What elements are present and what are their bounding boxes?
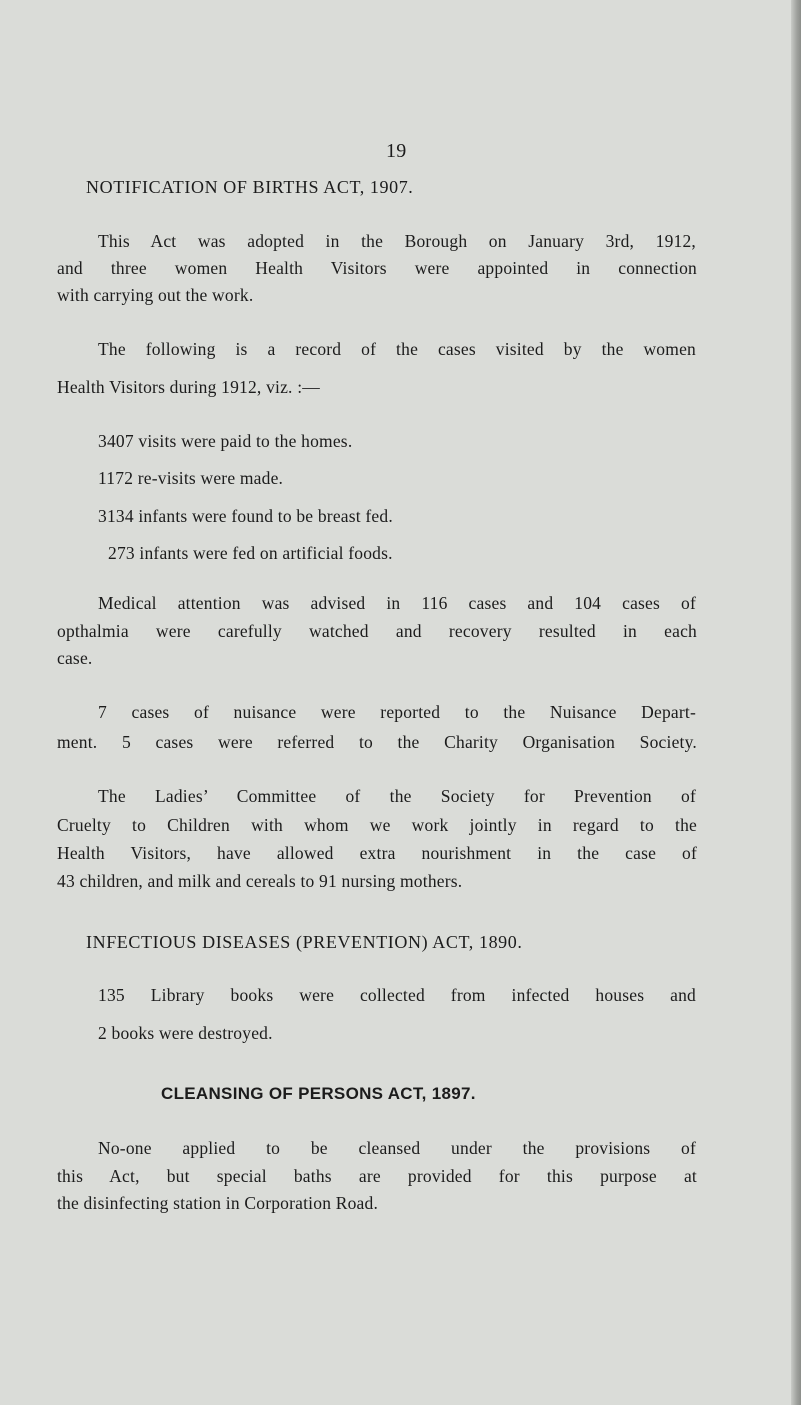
paragraph-line: Cruelty to Children with whom we work jointly in regard to the [57, 815, 697, 835]
paragraph-line: 7 cases of nuisance were reported to the Nuisance Depart- [98, 702, 696, 722]
paragraph-line: Health Visitors, have allowed extra nourishment in the case of [57, 843, 697, 863]
paragraph-line: 43 children, and milk and cereals to 91 nursing mothers. [57, 871, 463, 891]
paragraph-line: ment. 5 cases were referred to the Charity Organisation Society. [57, 732, 697, 752]
paragraph-line: Health Visitors during 1912, viz. :— [57, 377, 320, 397]
page-edge-shadow [791, 0, 801, 1405]
paragraph-line: and three women Health Visitors were appointed in connection [57, 258, 697, 278]
section-title-infectious-diseases: INFECTIOUS DISEASES (PREVENTION) ACT, 1890. [86, 932, 523, 952]
record-revisits: 1172 re-visits were made. [98, 468, 284, 488]
section-title-cleansing-of-persons: CLEANSING OF PERSONS ACT, 1897. [161, 1084, 476, 1103]
paragraph-line: Medical attention was advised in 116 cases and 104 cases of [98, 593, 696, 613]
paragraph-line: The Ladies’ Committee of the Society for Prevention of [98, 786, 696, 806]
paragraph-line: this Act, but special baths are provided for this purpose at [57, 1166, 697, 1186]
paragraph-line: the disinfecting station in Corporation Road. [57, 1193, 379, 1213]
record-breast-fed: 3134 infants were found to be breast fed. [98, 506, 393, 526]
page-number: 19 [386, 140, 407, 162]
record-artificial-foods: 273 infants were fed on artificial foods. [108, 543, 393, 563]
paragraph-line: case. [57, 648, 93, 668]
paragraph-line: This Act was adopted in the Borough on January 3rd, 1912, [98, 231, 696, 251]
paragraph-line: The following is a record of the cases visited by the women [98, 339, 696, 359]
record-visits: 3407 visits were paid to the homes. [98, 431, 353, 451]
paragraph-line: 2 books were destroyed. [98, 1023, 273, 1043]
paragraph-line: opthalmia were carefully watched and recovery resulted in each [57, 621, 697, 641]
paragraph-line: No-one applied to be cleansed under the provisions of [98, 1138, 696, 1158]
paragraph-line: 135 Library books were collected from infected houses and [98, 985, 696, 1005]
section-title-notification-of-births: NOTIFICATION OF BIRTHS ACT, 1907. [86, 177, 414, 197]
paragraph-line: with carrying out the work. [57, 285, 254, 305]
